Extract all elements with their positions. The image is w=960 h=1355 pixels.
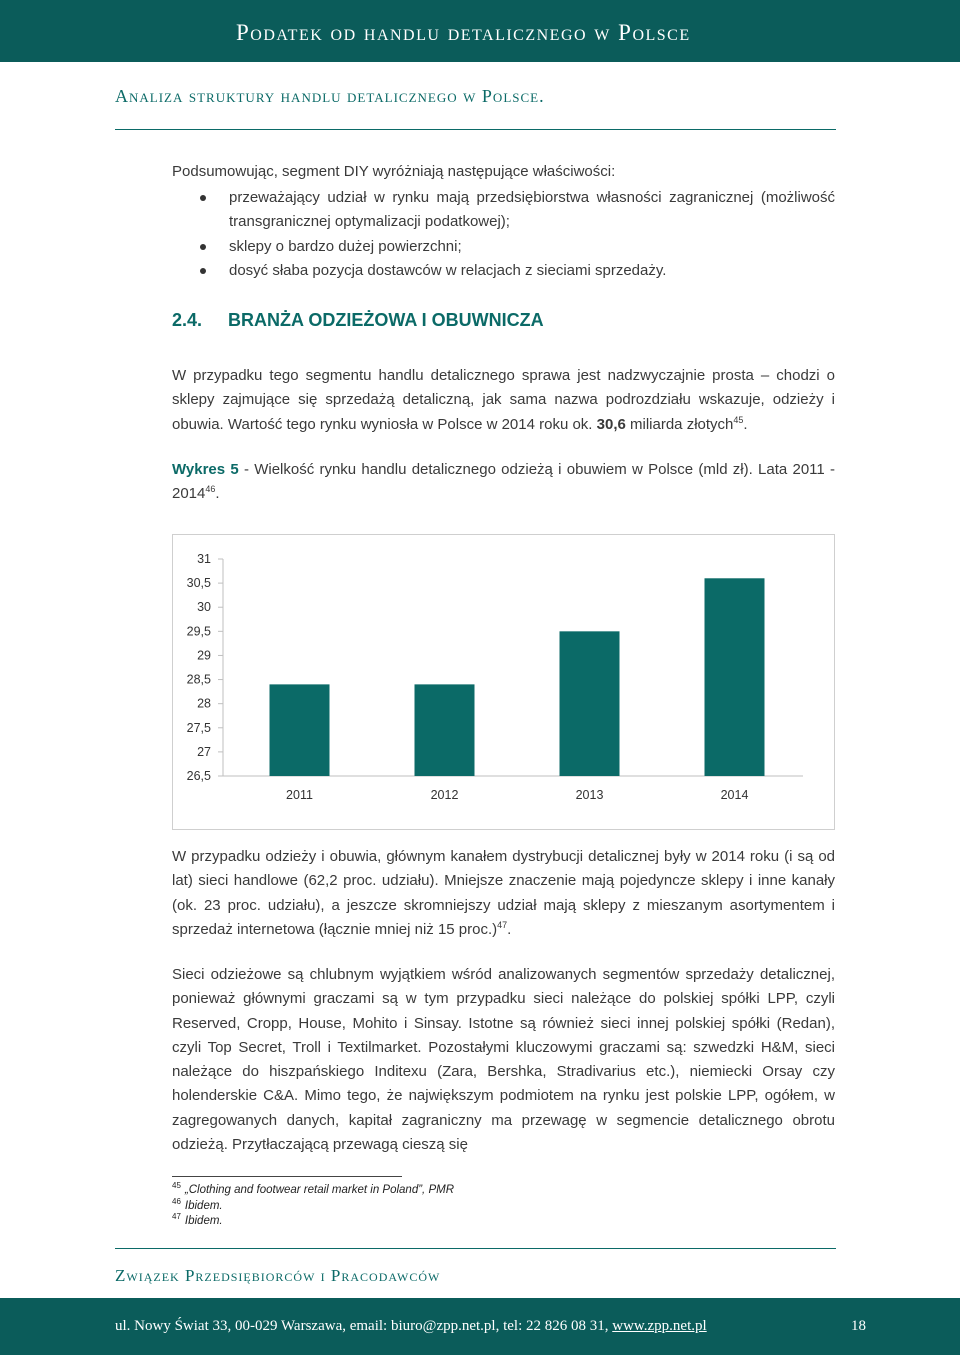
intro-lead: Podsumowując, segment DIY wyróżniają następujące właściwości: <box>172 163 616 180</box>
paragraph-distribution <box>172 845 835 942</box>
footnote <box>172 1212 223 1227</box>
footnote-number: 47 <box>172 1212 181 1222</box>
bar-chart <box>172 534 835 830</box>
chart-label: Wykres 5 <box>172 461 239 478</box>
chapter-subtitle: Analiza struktury handlu detalicznego w Polsce. <box>115 86 545 106</box>
bar-2011 <box>270 684 330 776</box>
footnote-text: Ibidem. <box>184 1215 223 1227</box>
footnote-ref[interactable]: 46 <box>205 484 216 495</box>
footnote <box>172 1197 223 1212</box>
y-tick-label: 30,5 <box>186 576 211 591</box>
chart-canvas <box>173 535 834 829</box>
paragraph-text: miliarda złotych <box>625 415 734 433</box>
document-title: Podatek od handlu detalicznego w Polsce <box>236 20 691 45</box>
y-tick-label: 27 <box>197 744 211 759</box>
paragraph-text: W przypadku tego segmentu handlu detalicznego sprawa jest nadzwyczajnie prosta – chodzi o sklepy zajmujące się sprzedażą detaliczną, jak sama nazwa podrozdziału wskazuje, odzieży i obuwia. Wartość tego rynku wyniosła w Polsce w 2014 roku ok. <box>172 367 835 433</box>
section-title: BRANŻA ODZIEŻOWA I OBUWNICZA <box>228 310 544 330</box>
footnote-divider <box>172 1176 402 1177</box>
footnote-number: 46 <box>172 1197 181 1207</box>
contact-info <box>115 1318 707 1335</box>
x-tick-label: 2011 <box>286 788 313 802</box>
caption-text: . <box>215 485 220 503</box>
x-tick-label: 2014 <box>720 788 749 802</box>
footnote <box>172 1181 454 1196</box>
bar-2014 <box>705 578 765 776</box>
footnote-ref[interactable]: 45 <box>733 414 744 425</box>
section-heading <box>172 310 544 331</box>
footnote-text: Ibidem. <box>184 1200 223 1212</box>
footer-bar <box>0 1298 960 1355</box>
list-item: sklepy o bardzo dużej powierzchni; <box>200 235 835 259</box>
y-tick-label: 27,5 <box>186 720 211 735</box>
paragraph-text: . <box>743 415 748 433</box>
market-value: 30,6 <box>596 415 626 433</box>
chart-caption <box>172 458 835 507</box>
x-tick-label: 2012 <box>430 788 459 802</box>
caption-text: - Wielkość rynku handlu detalicznego odzieżą i obuwiem w Polsce (mld zł). Lata 2011 - 2014 <box>172 461 835 503</box>
list-item: przeważający udział w rynku mają przedsiębiorstwa własności zagranicznej (możliwość transgranicznej optymalizacji podatkowej); <box>200 186 835 235</box>
y-tick-label: 29 <box>197 648 211 663</box>
page-number: 18 <box>851 1318 866 1334</box>
address-text: ul. Nowy Świat 33, 00-029 Warszawa, email: biuro@zpp.net.pl, tel: 22 826 08 31, <box>115 1318 613 1334</box>
header-bar <box>0 0 960 62</box>
footnote-text: „Clothing and footwear retail market in Poland”, PMR <box>184 1184 454 1196</box>
paragraph-text: . <box>507 920 512 938</box>
y-tick-label: 29,5 <box>186 624 211 639</box>
y-tick-label: 28 <box>197 696 211 711</box>
bar-2013 <box>560 631 620 776</box>
footnote-ref[interactable]: 47 <box>497 919 508 930</box>
paragraph-market-value <box>172 364 835 437</box>
paragraph-text: W przypadku odzieży i obuwia, głównym kanałem dystrybucji detalicznej były w 2014 roku (i są od lat) sieci handlowe (62,2 proc. udziału). Mniejsze znaczenie mają pojedyncze sklepy i inne kanały (ok. 23 proc. udziału), a jeszcze skromniejszy udział mają sklepy z mieszanym asortymentem i sprzedaż internetowa (łącznie mniej niż 15 proc.) <box>172 848 835 938</box>
section-number: 2.4. <box>172 310 203 330</box>
footer-divider <box>115 1248 836 1249</box>
x-tick-label: 2013 <box>575 788 604 802</box>
y-tick-label: 26,5 <box>186 769 211 783</box>
website-link[interactable]: www.zpp.net.pl <box>612 1318 707 1334</box>
footnote-number: 45 <box>172 1181 181 1191</box>
header-divider <box>115 129 836 130</box>
list-item: dosyć słaba pozycja dostawców w relacjach z sieciami sprzedaży. <box>200 259 835 283</box>
y-tick-label: 31 <box>197 552 211 566</box>
y-tick-label: 28,5 <box>186 672 211 687</box>
y-tick-label: 30 <box>197 600 211 615</box>
paragraph-chains: Sieci odzieżowe są chlubnym wyjątkiem wśród analizowanych segmentów sprzedaży detalicznej, ponieważ głównymi graczami są w tym przypadku sieci należące do polskiej spółki LPP, czyli Reserved, Cropp, House, Mohito i Sinsay. Istotne są również sieci innej polskiej spółki (Redan), czyli Top Secret, Troll i Textilmarket. Pozostałymi kluczowymi graczami są: szwedzki H&M, sieci należące do hiszpańskiego Inditexu (Zara, Bershka, Stradivarius etc.), niemiecki Orsay czy holenderskie C&A. Mimo tego, że największym podmiotem na rynku jest polskie LPP, ogółem, w zagregowanych danych, kapitał zagraniczny ma przewagę w segmencie detalicznego obrotu odzieżą. Przytłaczającą przewagą cieszą się <box>172 966 835 1154</box>
bar-2012 <box>415 684 475 776</box>
organization-name: Związek Przedsiębiorców i Pracodawców <box>115 1266 441 1285</box>
bullet-list <box>200 186 835 283</box>
